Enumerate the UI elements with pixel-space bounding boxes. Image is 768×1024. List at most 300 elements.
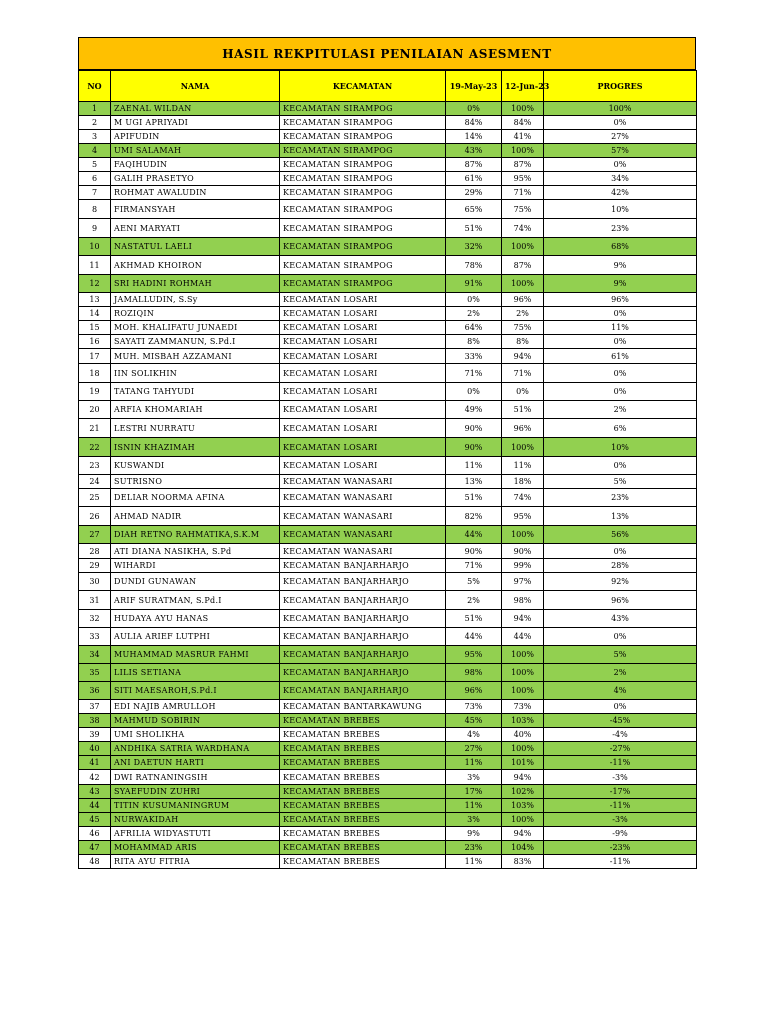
row-progres: 34% — [544, 172, 697, 186]
row-kecamatan: KECAMATAN BANJARHARJO — [280, 591, 446, 610]
row-kecamatan: KECAMATAN SIRAMPOG — [280, 256, 446, 275]
row-kecamatan: KECAMATAN BREBES — [280, 813, 446, 827]
table-row — [79, 419, 697, 438]
table-row — [79, 238, 697, 256]
row-progres: 42% — [544, 186, 697, 200]
table-row — [79, 489, 697, 507]
row-kecamatan: KECAMATAN LOSARI — [280, 307, 446, 321]
row-jun-score: 96% — [502, 293, 544, 307]
row-no: 29 — [79, 559, 111, 573]
row-kecamatan: KECAMATAN LOSARI — [280, 335, 446, 349]
row-jun-score: 101% — [502, 756, 544, 770]
row-may-score: 3% — [446, 770, 502, 785]
row-no: 18 — [79, 364, 111, 383]
row-may-score: 51% — [446, 489, 502, 507]
row-jun-score: 100% — [502, 275, 544, 293]
row-may-score: 5% — [446, 573, 502, 591]
row-jun-score: 44% — [502, 628, 544, 646]
row-progres: 11% — [544, 321, 697, 335]
row-jun-score: 94% — [502, 610, 544, 628]
row-may-score: 32% — [446, 238, 502, 256]
row-jun-score: 51% — [502, 401, 544, 419]
row-jun-score: 94% — [502, 349, 544, 364]
row-kecamatan: KECAMATAN LOSARI — [280, 293, 446, 307]
row-progres: 5% — [544, 475, 697, 489]
table-row — [79, 256, 697, 275]
row-no: 34 — [79, 646, 111, 664]
row-no: 42 — [79, 770, 111, 785]
row-nama: ISNIN KHAZIMAH — [111, 438, 280, 457]
row-jun-score: 75% — [502, 321, 544, 335]
table-row — [79, 591, 697, 610]
row-jun-score: 41% — [502, 130, 544, 144]
row-jun-score: 100% — [502, 526, 544, 544]
row-may-score: 27% — [446, 742, 502, 756]
table-row — [79, 799, 697, 813]
row-progres: -17% — [544, 785, 697, 799]
row-nama: SRI HADINI ROHMAH — [111, 275, 280, 293]
row-nama: DELIAR NOORMA AFINA — [111, 489, 280, 507]
row-no: 47 — [79, 841, 111, 855]
row-jun-score: 8% — [502, 335, 544, 349]
row-nama: KUSWANDI — [111, 457, 280, 475]
row-kecamatan: KECAMATAN LOSARI — [280, 438, 446, 457]
table-row — [79, 628, 697, 646]
row-nama: UMI SALAMAH — [111, 144, 280, 158]
table-row — [79, 544, 697, 559]
table-row — [79, 116, 697, 130]
row-progres: 0% — [544, 700, 697, 714]
row-may-score: 45% — [446, 714, 502, 728]
row-jun-score: 95% — [502, 172, 544, 186]
row-nama: ATI DIANA NASIKHA, S.Pd — [111, 544, 280, 559]
row-no: 17 — [79, 349, 111, 364]
row-no: 39 — [79, 728, 111, 742]
row-progres: 4% — [544, 682, 697, 700]
row-may-score: 11% — [446, 799, 502, 813]
row-nama: M UGI APRIYADI — [111, 116, 280, 130]
table-row — [79, 813, 697, 827]
row-progres: 6% — [544, 419, 697, 438]
row-no: 13 — [79, 293, 111, 307]
row-kecamatan: KECAMATAN BREBES — [280, 827, 446, 841]
row-kecamatan: KECAMATAN BANJARHARJO — [280, 646, 446, 664]
row-progres: 0% — [544, 158, 697, 172]
table-row — [79, 457, 697, 475]
row-no: 24 — [79, 475, 111, 489]
row-nama: ROHMAT AWALUDIN — [111, 186, 280, 200]
row-no: 30 — [79, 573, 111, 591]
row-jun-score: 90% — [502, 544, 544, 559]
row-kecamatan: KECAMATAN WANASARI — [280, 475, 446, 489]
row-nama: ROZIQIN — [111, 307, 280, 321]
row-progres: 100% — [544, 102, 697, 116]
row-progres: 0% — [544, 364, 697, 383]
row-may-score: 8% — [446, 335, 502, 349]
row-kecamatan: KECAMATAN BREBES — [280, 841, 446, 855]
row-progres: 0% — [544, 457, 697, 475]
row-progres: 2% — [544, 664, 697, 682]
row-jun-score: 100% — [502, 646, 544, 664]
row-kecamatan: KECAMATAN BANJARHARJO — [280, 664, 446, 682]
row-progres: 27% — [544, 130, 697, 144]
row-nama: FAQIHUDIN — [111, 158, 280, 172]
row-may-score: 64% — [446, 321, 502, 335]
row-kecamatan: KECAMATAN BANJARHARJO — [280, 573, 446, 591]
row-kecamatan: KECAMATAN BANTARKAWUNG — [280, 700, 446, 714]
row-jun-score: 2% — [502, 307, 544, 321]
row-no: 4 — [79, 144, 111, 158]
row-kecamatan: KECAMATAN BREBES — [280, 742, 446, 756]
row-kecamatan: KECAMATAN WANASARI — [280, 544, 446, 559]
row-jun-score: 100% — [502, 682, 544, 700]
row-no: 14 — [79, 307, 111, 321]
row-may-score: 95% — [446, 646, 502, 664]
row-jun-score: 83% — [502, 855, 544, 869]
row-may-score: 61% — [446, 172, 502, 186]
row-jun-score: 102% — [502, 785, 544, 799]
row-jun-score: 95% — [502, 507, 544, 526]
row-may-score: 96% — [446, 682, 502, 700]
row-no: 37 — [79, 700, 111, 714]
row-progres: 61% — [544, 349, 697, 364]
table-row — [79, 742, 697, 756]
row-nama: ARIF SURATMAN, S.Pd.I — [111, 591, 280, 610]
row-may-score: 90% — [446, 419, 502, 438]
row-progres: 56% — [544, 526, 697, 544]
row-may-score: 9% — [446, 827, 502, 841]
row-progres: 43% — [544, 610, 697, 628]
row-jun-score: 87% — [502, 158, 544, 172]
row-jun-score: 96% — [502, 419, 544, 438]
row-no: 7 — [79, 186, 111, 200]
col-header-nama: NAMA — [111, 71, 280, 102]
table-row — [79, 475, 697, 489]
row-may-score: 82% — [446, 507, 502, 526]
row-nama: AHMAD NADIR — [111, 507, 280, 526]
row-progres: 10% — [544, 438, 697, 457]
row-jun-score: 94% — [502, 770, 544, 785]
row-no: 26 — [79, 507, 111, 526]
row-no: 23 — [79, 457, 111, 475]
row-progres: 0% — [544, 383, 697, 401]
row-progres: 0% — [544, 307, 697, 321]
table-body — [79, 102, 697, 869]
row-jun-score: 11% — [502, 457, 544, 475]
table-row — [79, 275, 697, 293]
row-nama: MUH. MISBAH AZZAMANI — [111, 349, 280, 364]
row-no: 1 — [79, 102, 111, 116]
row-progres: -3% — [544, 813, 697, 827]
row-no: 8 — [79, 200, 111, 219]
row-kecamatan: KECAMATAN SIRAMPOG — [280, 275, 446, 293]
row-progres: -11% — [544, 855, 697, 869]
row-progres: 9% — [544, 256, 697, 275]
table-row — [79, 700, 697, 714]
row-may-score: 13% — [446, 475, 502, 489]
row-kecamatan: KECAMATAN SIRAMPOG — [280, 186, 446, 200]
row-nama: TATANG TAHYUDI — [111, 383, 280, 401]
row-kecamatan: KECAMATAN BANJARHARJO — [280, 559, 446, 573]
row-nama: MOH. KHALIFATU JUNAEDI — [111, 321, 280, 335]
assessment-table — [78, 70, 697, 869]
row-kecamatan: KECAMATAN BREBES — [280, 728, 446, 742]
row-no: 33 — [79, 628, 111, 646]
row-no: 6 — [79, 172, 111, 186]
row-progres: -9% — [544, 827, 697, 841]
row-nama: AENI MARYATI — [111, 219, 280, 238]
row-jun-score: 98% — [502, 591, 544, 610]
row-nama: DWI RATNANINGSIH — [111, 770, 280, 785]
row-nama: TITIN KUSUMANINGRUM — [111, 799, 280, 813]
row-no: 46 — [79, 827, 111, 841]
row-nama: NURWAKIDAH — [111, 813, 280, 827]
row-may-score: 17% — [446, 785, 502, 799]
col-header-progres: PROGRES — [544, 71, 697, 102]
row-jun-score: 100% — [502, 438, 544, 457]
row-progres: 96% — [544, 591, 697, 610]
row-jun-score: 94% — [502, 827, 544, 841]
col-header-no: NO — [79, 71, 111, 102]
row-no: 27 — [79, 526, 111, 544]
table-row — [79, 102, 697, 116]
row-no: 25 — [79, 489, 111, 507]
row-kecamatan: KECAMATAN BREBES — [280, 855, 446, 869]
row-jun-score: 103% — [502, 799, 544, 813]
row-progres: -11% — [544, 799, 697, 813]
row-progres: 92% — [544, 573, 697, 591]
row-progres: 96% — [544, 293, 697, 307]
row-jun-score: 75% — [502, 200, 544, 219]
table-row — [79, 714, 697, 728]
row-jun-score: 74% — [502, 219, 544, 238]
row-no: 38 — [79, 714, 111, 728]
row-nama: ANI DAETUN HARTI — [111, 756, 280, 770]
row-nama: ZAENAL WILDAN — [111, 102, 280, 116]
row-nama: WIHARDI — [111, 559, 280, 573]
row-progres: -23% — [544, 841, 697, 855]
table-row — [79, 219, 697, 238]
row-may-score: 71% — [446, 364, 502, 383]
row-may-score: 51% — [446, 610, 502, 628]
col-header-jun: 12-Jun-23 — [502, 71, 544, 102]
row-kecamatan: KECAMATAN BREBES — [280, 756, 446, 770]
row-may-score: 4% — [446, 728, 502, 742]
row-kecamatan: KECAMATAN LOSARI — [280, 321, 446, 335]
row-nama: AULIA ARIEF LUTPHI — [111, 628, 280, 646]
table-row — [79, 144, 697, 158]
row-nama: GALIH PRASETYO — [111, 172, 280, 186]
row-may-score: 14% — [446, 130, 502, 144]
row-jun-score: 0% — [502, 383, 544, 401]
row-nama: UMI SHOLIKHA — [111, 728, 280, 742]
row-no: 5 — [79, 158, 111, 172]
row-jun-score: 99% — [502, 559, 544, 573]
row-no: 3 — [79, 130, 111, 144]
row-no: 15 — [79, 321, 111, 335]
row-may-score: 11% — [446, 855, 502, 869]
row-progres: 68% — [544, 238, 697, 256]
row-kecamatan: KECAMATAN SIRAMPOG — [280, 102, 446, 116]
row-jun-score: 100% — [502, 102, 544, 116]
row-no: 45 — [79, 813, 111, 827]
table-row — [79, 321, 697, 335]
row-kecamatan: KECAMATAN SIRAMPOG — [280, 130, 446, 144]
col-header-may: 19-May-23 — [446, 71, 502, 102]
row-may-score: 49% — [446, 401, 502, 419]
table-row — [79, 610, 697, 628]
row-nama: RITA AYU FITRIA — [111, 855, 280, 869]
row-kecamatan: KECAMATAN BANJARHARJO — [280, 628, 446, 646]
row-may-score: 29% — [446, 186, 502, 200]
table-row — [79, 664, 697, 682]
table-row — [79, 186, 697, 200]
row-may-score: 84% — [446, 116, 502, 130]
row-nama: SYAEFUDIN ZUHRI — [111, 785, 280, 799]
row-nama: ARFIA KHOMARIAH — [111, 401, 280, 419]
row-jun-score: 100% — [502, 664, 544, 682]
row-may-score: 90% — [446, 438, 502, 457]
row-progres: 28% — [544, 559, 697, 573]
row-kecamatan: KECAMATAN LOSARI — [280, 401, 446, 419]
row-progres: -27% — [544, 742, 697, 756]
header-row — [79, 71, 697, 102]
row-may-score: 44% — [446, 628, 502, 646]
row-kecamatan: KECAMATAN SIRAMPOG — [280, 158, 446, 172]
row-jun-score: 100% — [502, 144, 544, 158]
row-no: 9 — [79, 219, 111, 238]
row-kecamatan: KECAMATAN SIRAMPOG — [280, 172, 446, 186]
row-jun-score: 103% — [502, 714, 544, 728]
table-row — [79, 130, 697, 144]
row-may-score: 3% — [446, 813, 502, 827]
row-may-score: 98% — [446, 664, 502, 682]
row-kecamatan: KECAMATAN LOSARI — [280, 383, 446, 401]
row-nama: EDI NAJIB AMRULLOH — [111, 700, 280, 714]
row-no: 40 — [79, 742, 111, 756]
row-may-score: 11% — [446, 756, 502, 770]
row-progres: 23% — [544, 219, 697, 238]
row-no: 2 — [79, 116, 111, 130]
row-no: 11 — [79, 256, 111, 275]
row-kecamatan: KECAMATAN LOSARI — [280, 349, 446, 364]
row-may-score: 33% — [446, 349, 502, 364]
row-no: 44 — [79, 799, 111, 813]
row-progres: 13% — [544, 507, 697, 526]
recap-sheet — [78, 37, 696, 869]
row-no: 35 — [79, 664, 111, 682]
table-row — [79, 646, 697, 664]
row-nama: SITI MAESAROH,S.Pd.I — [111, 682, 280, 700]
row-progres: 0% — [544, 116, 697, 130]
row-progres: 9% — [544, 275, 697, 293]
row-kecamatan: KECAMATAN LOSARI — [280, 364, 446, 383]
row-progres: 0% — [544, 544, 697, 559]
row-progres: 0% — [544, 335, 697, 349]
table-row — [79, 841, 697, 855]
table-row — [79, 682, 697, 700]
row-kecamatan: KECAMATAN WANASARI — [280, 526, 446, 544]
col-header-kecamatan: KECAMATAN — [280, 71, 446, 102]
row-jun-score: 18% — [502, 475, 544, 489]
row-jun-score: 84% — [502, 116, 544, 130]
row-progres: 2% — [544, 401, 697, 419]
table-row — [79, 364, 697, 383]
row-no: 36 — [79, 682, 111, 700]
table-row — [79, 349, 697, 364]
row-kecamatan: KECAMATAN BANJARHARJO — [280, 682, 446, 700]
table-row — [79, 728, 697, 742]
row-may-score: 2% — [446, 591, 502, 610]
row-jun-score: 97% — [502, 573, 544, 591]
row-may-score: 0% — [446, 293, 502, 307]
row-nama: ANDHIKA SATRIA WARDHANA — [111, 742, 280, 756]
row-no: 48 — [79, 855, 111, 869]
row-no: 10 — [79, 238, 111, 256]
row-progres: 23% — [544, 489, 697, 507]
row-nama: AKHMAD KHOIRON — [111, 256, 280, 275]
table-row — [79, 827, 697, 841]
row-kecamatan: KECAMATAN SIRAMPOG — [280, 116, 446, 130]
row-may-score: 2% — [446, 307, 502, 321]
row-jun-score: 40% — [502, 728, 544, 742]
row-kecamatan: KECAMATAN SIRAMPOG — [280, 219, 446, 238]
row-nama: NASTATUL LAELI — [111, 238, 280, 256]
row-may-score: 43% — [446, 144, 502, 158]
row-progres: -4% — [544, 728, 697, 742]
row-kecamatan: KECAMATAN BREBES — [280, 785, 446, 799]
row-jun-score: 100% — [502, 238, 544, 256]
table-row — [79, 200, 697, 219]
table-row — [79, 855, 697, 869]
row-may-score: 23% — [446, 841, 502, 855]
row-progres: 0% — [544, 628, 697, 646]
row-kecamatan: KECAMATAN BREBES — [280, 714, 446, 728]
row-no: 43 — [79, 785, 111, 799]
row-nama: MUHAMMAD MASRUR FAHMI — [111, 646, 280, 664]
table-row — [79, 559, 697, 573]
row-kecamatan: KECAMATAN LOSARI — [280, 457, 446, 475]
row-progres: 10% — [544, 200, 697, 219]
row-nama: LESTRI NURRATU — [111, 419, 280, 438]
row-kecamatan: KECAMATAN SIRAMPOG — [280, 144, 446, 158]
row-nama: IIN SOLIKHIN — [111, 364, 280, 383]
table-row — [79, 293, 697, 307]
row-nama: LILIS SETIANA — [111, 664, 280, 682]
row-nama: APIFUDIN — [111, 130, 280, 144]
row-may-score: 90% — [446, 544, 502, 559]
table-row — [79, 785, 697, 799]
row-no: 31 — [79, 591, 111, 610]
table-row — [79, 383, 697, 401]
row-nama: JAMALLUDIN, S.Sy — [111, 293, 280, 307]
table-row — [79, 158, 697, 172]
row-kecamatan: KECAMATAN BANJARHARJO — [280, 610, 446, 628]
row-progres: 57% — [544, 144, 697, 158]
table-row — [79, 573, 697, 591]
row-no: 12 — [79, 275, 111, 293]
row-jun-score: 71% — [502, 186, 544, 200]
row-kecamatan: KECAMATAN SIRAMPOG — [280, 238, 446, 256]
table-row — [79, 507, 697, 526]
row-no: 19 — [79, 383, 111, 401]
row-progres: 5% — [544, 646, 697, 664]
row-kecamatan: KECAMATAN BREBES — [280, 799, 446, 813]
table-row — [79, 401, 697, 419]
table-row — [79, 438, 697, 457]
table-row — [79, 756, 697, 770]
table-row — [79, 526, 697, 544]
